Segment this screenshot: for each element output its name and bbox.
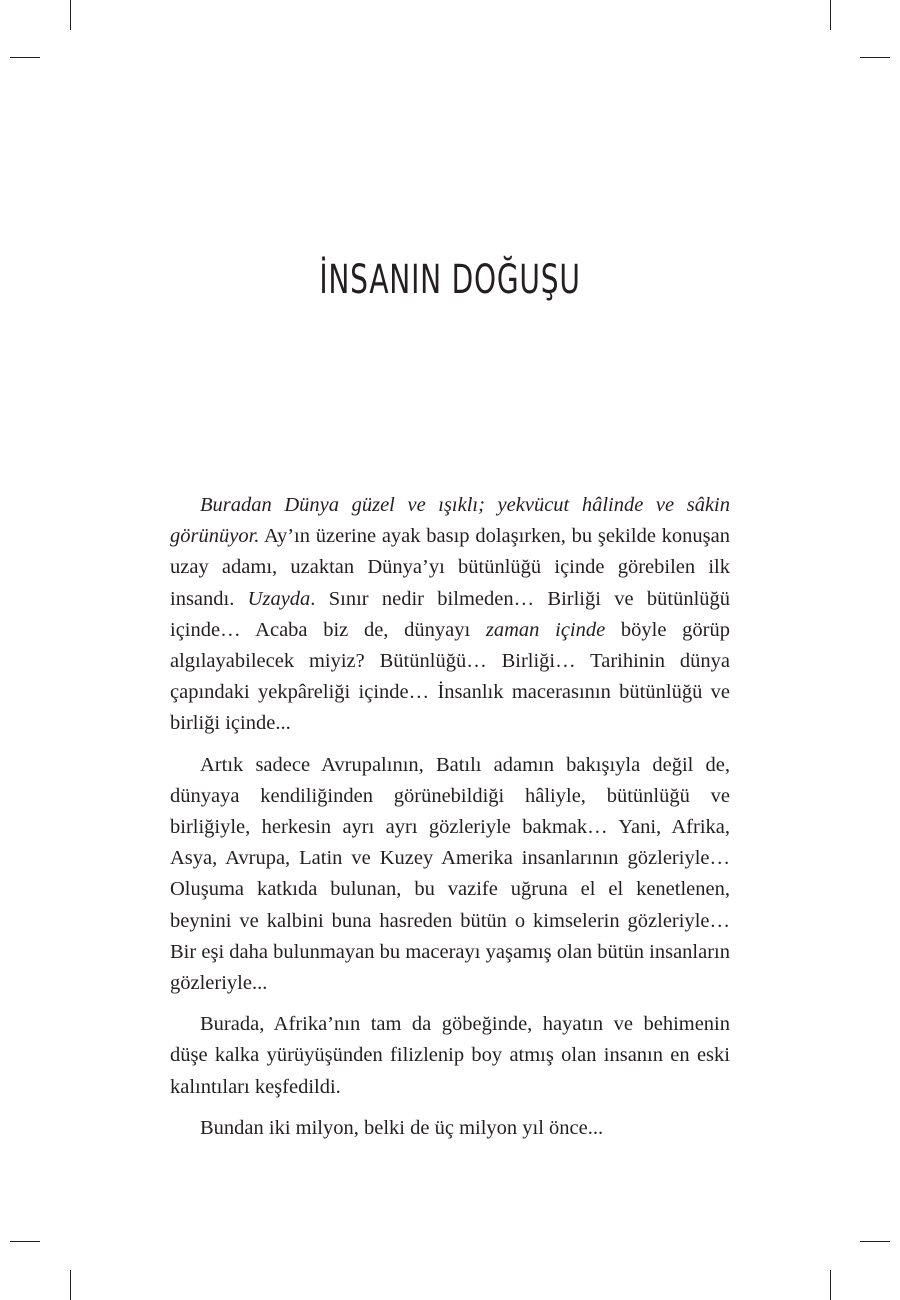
paragraph-segment: Ay’ın üzerine ayak basıp dolaşırken, bu şekilde konuşan uzay adamı, uzaktan Dünya’yı bütünlüğü içinde görebilen ilk insandı.	[170, 525, 730, 610]
paragraph-segment: . Sınır nedir bilmeden… Birliği ve bütünlüğü içinde… Acaba biz de, dünyayı	[170, 587, 731, 641]
paragraph	[170, 1009, 730, 1103]
paragraph-segment: Artık sadece Avrupalının, Batılı adamın bakışıyla değil de, dünyaya kendiliğinden görünebildiği hâliyle, bütünlüğü ve birliğiyle, herkesin ayrı ayrı gözleriyle bakmak… Yani, Afrika, Asya, Avrupa, Latin ve Kuzey Amerika insanlarının gözleriyle… Oluşuma katkıda bulunan, bu vazife uğruna el el kenetlenen, beynini ve kalbini buna hasreden bütün o kimselerin gözleriyle… Bir eşi daha bulunmayan bu macerayı yaşamış olan bütün insanların gözleriyle...	[170, 753, 730, 995]
crop-mark-bottom-left	[10, 1241, 40, 1242]
crop-mark-top-right	[860, 57, 890, 58]
chapter-title: İNSANIN DOĞUŞU	[319, 257, 581, 303]
paragraph-segment: zaman içinde	[485, 618, 606, 641]
crop-mark-bottom-left	[70, 1270, 71, 1300]
paragraph	[170, 1113, 730, 1144]
crop-mark-top-right	[830, 0, 831, 30]
body-text	[170, 490, 730, 1154]
paragraph-segment: Bundan iki milyon, belki de üç milyon yıl önce...	[200, 1116, 604, 1139]
crop-mark-bottom-right	[860, 1241, 890, 1242]
paragraph-segment: Uzayda	[247, 587, 311, 610]
crop-mark-top-left	[10, 57, 40, 58]
crop-mark-bottom-right	[830, 1270, 831, 1300]
crop-mark-top-left	[70, 0, 71, 30]
paragraph-segment: Buradan Dünya güzel ve ışıklı; yekvücut hâlinde ve sâkin görünüyor.	[170, 494, 730, 548]
paragraph-segment: Burada, Afrika’nın tam da göbeğinde, hayatın ve behimenin düşe kalka yürüyüşünden filizlenip boy atmış olan insanın en eski kalıntıları keşfedildi.	[170, 1013, 730, 1098]
paragraph	[170, 750, 730, 1000]
paragraph-segment: böyle görüp algılayabilecek miyiz? Bütünlüğü… Birliği… Tarihinin dünya çapındaki yekpâreliği içinde… İnsanlık macerasının bütünlüğü ve birliği içinde...	[170, 618, 730, 735]
paragraph	[170, 490, 730, 740]
